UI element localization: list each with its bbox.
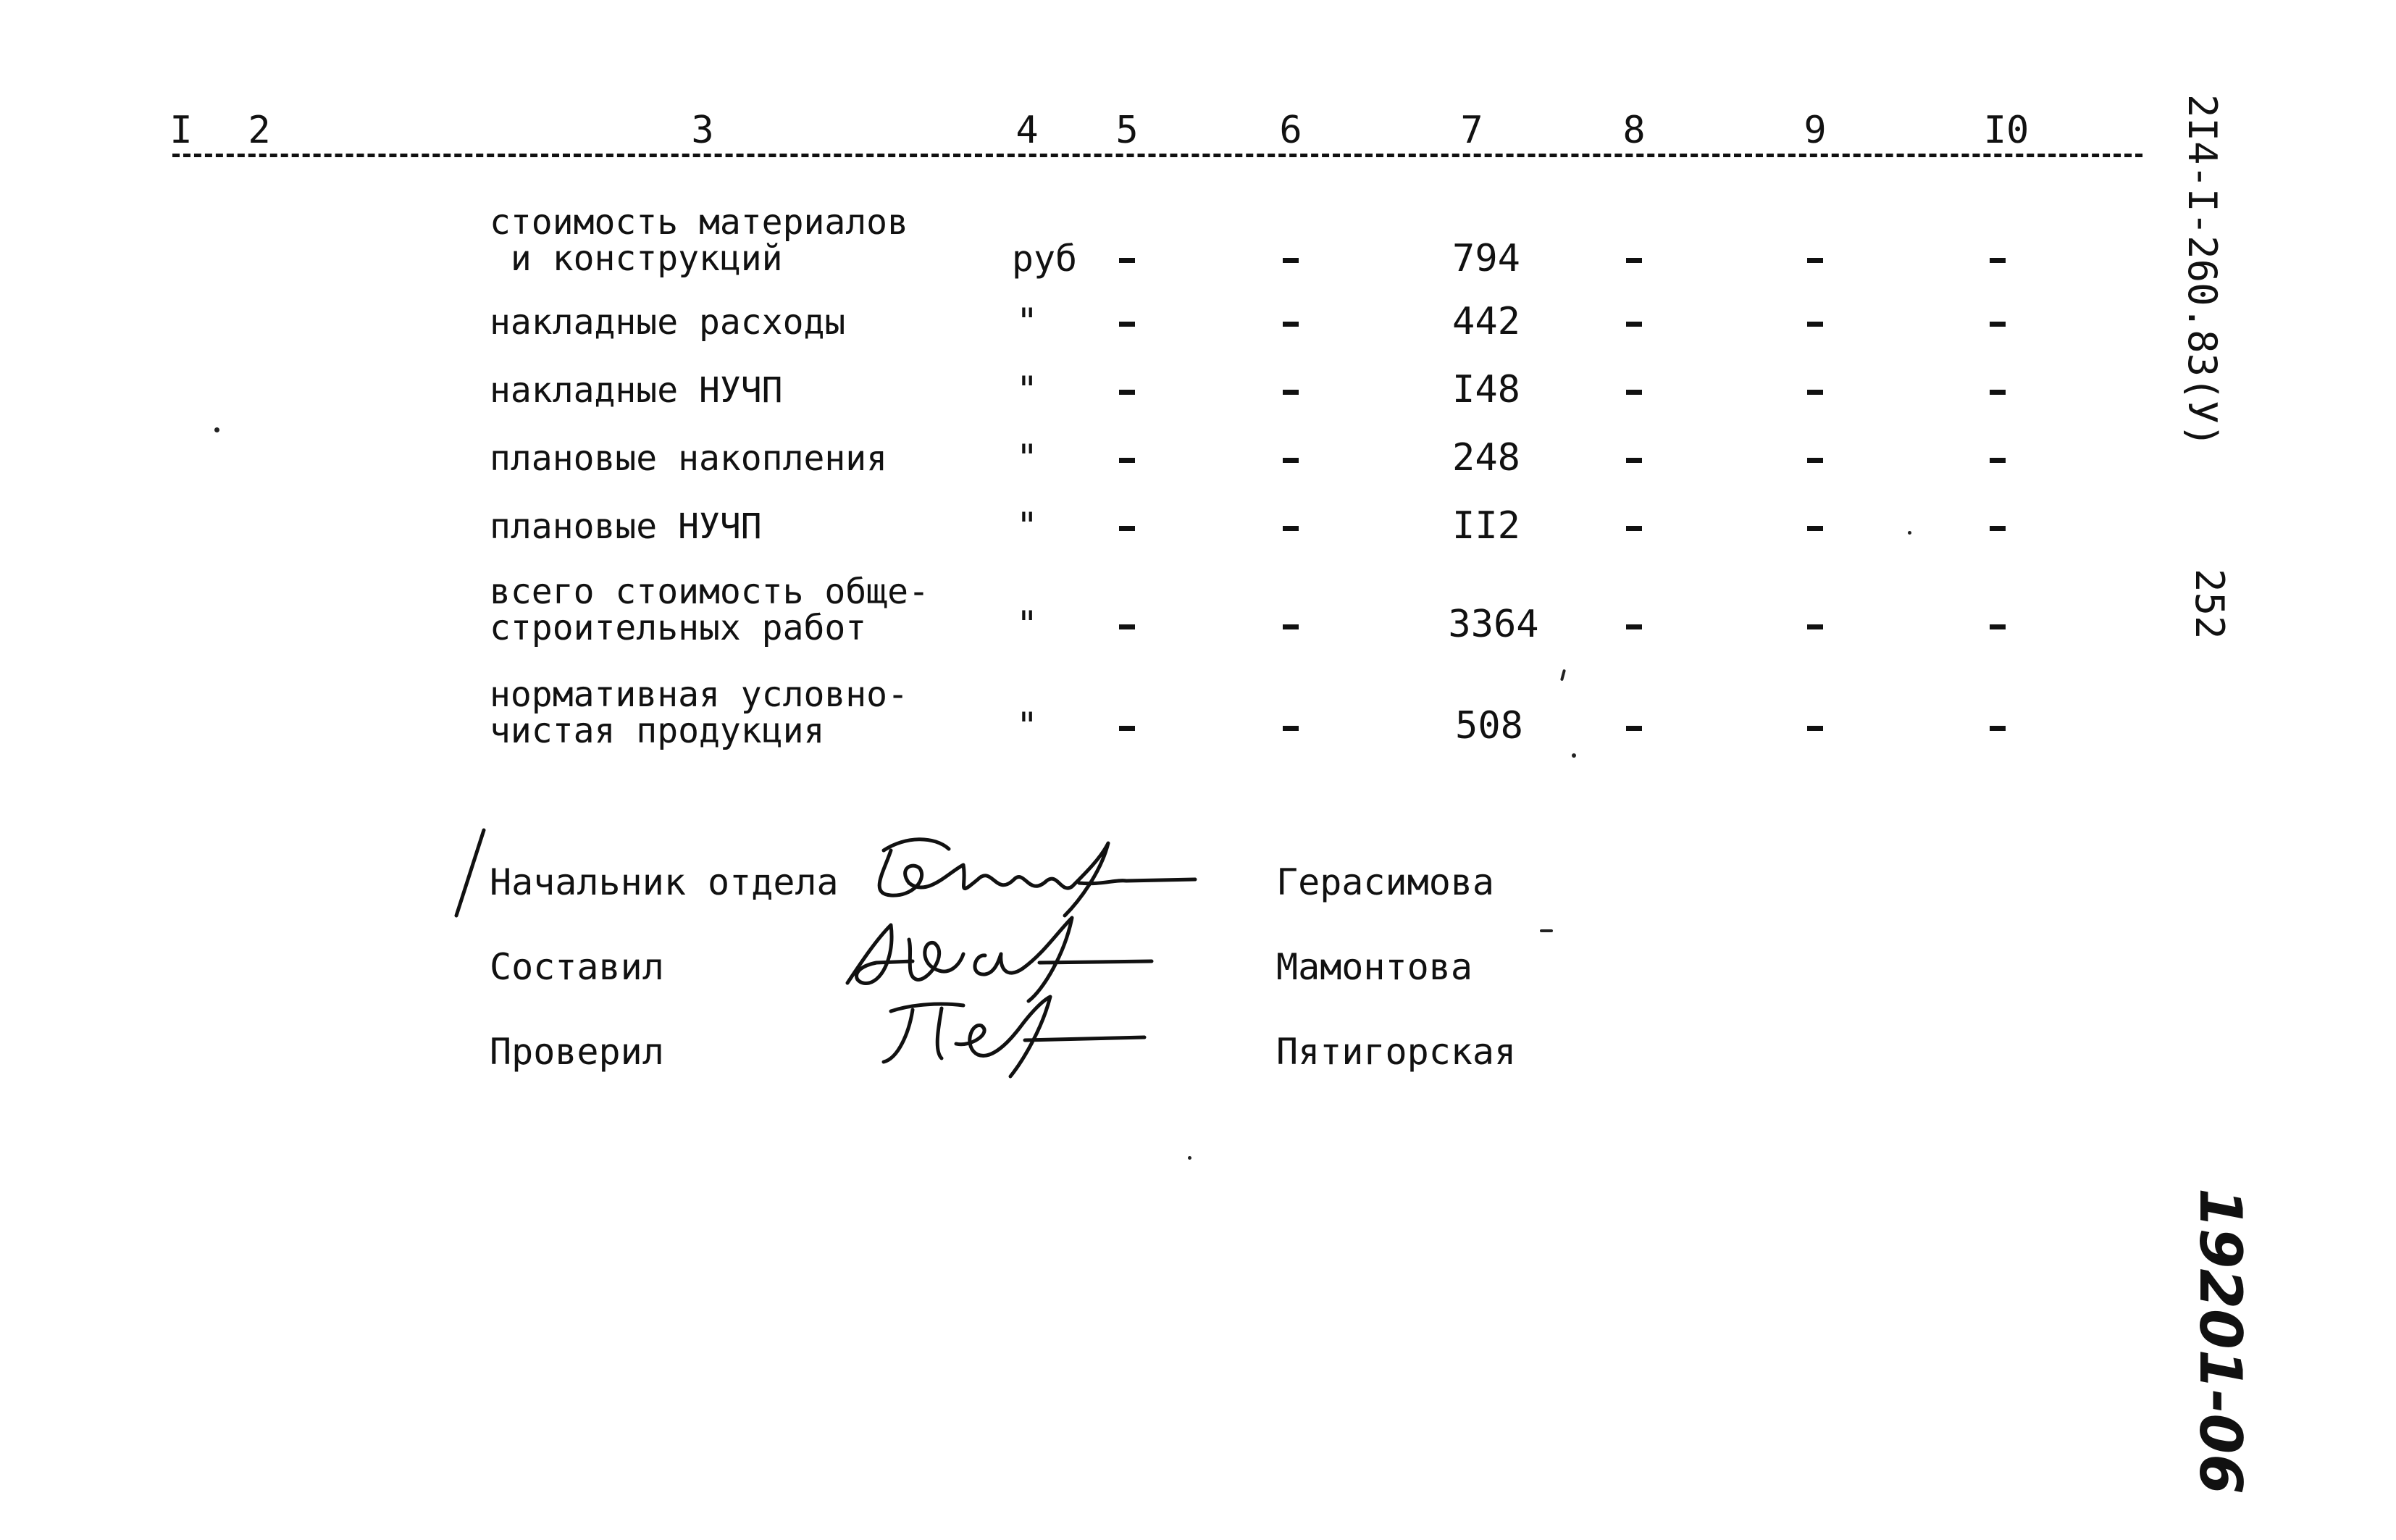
empty-cell [1283,390,1299,395]
row-label: накладные НУЧП [490,370,783,411]
signature-title: Проверил [490,1031,664,1073]
empty-cell [1807,258,1823,263]
empty-cell [1119,624,1135,629]
column-header-1: I [169,109,193,152]
row-label: накладные расходы [490,302,846,343]
column-header-3: 3 [691,109,714,152]
empty-cell [1119,390,1135,395]
empty-cell [1990,322,2006,327]
value-cell: 3364 [1448,603,1539,646]
empty-cell [1807,526,1823,531]
unit-cell: " [1015,505,1039,547]
empty-cell [1626,726,1642,731]
empty-cell [1626,390,1642,395]
empty-cell [1283,726,1299,731]
scan-speck [1560,669,1566,681]
empty-cell [1626,258,1642,263]
column-header-10: I0 [1983,109,2030,152]
header-divider [172,154,2142,157]
empty-cell [1807,390,1823,395]
column-header-9: 9 [1804,109,1827,152]
empty-cell [1626,526,1642,531]
empty-cell [1807,624,1823,629]
empty-cell [1990,390,2006,395]
empty-cell [1990,726,2006,731]
empty-cell [1283,258,1299,263]
value-cell: 248 [1452,436,1520,480]
empty-cell [1119,258,1135,263]
document-code: 2I4-I-260.83(У) [2179,94,2225,448]
empty-cell [1626,322,1642,327]
row-label: плановые НУЧП [490,506,762,547]
row-label: стоимость материалов и конструкций [490,202,908,279]
signature-mark [840,829,1217,923]
empty-cell [1283,624,1299,629]
signatory-name: Мамонтова [1276,946,1473,988]
value-cell: 442 [1452,300,1520,343]
signature-mark [869,989,1173,1084]
column-header-4: 4 [1015,109,1039,152]
empty-cell [1807,726,1823,731]
scan-speck [1188,1156,1191,1160]
unit-cell: " [1015,705,1039,747]
signatory-name: Пятигорская [1276,1031,1517,1073]
empty-cell [1283,526,1299,531]
value-cell: 508 [1455,704,1523,748]
column-header-2: 2 [248,109,271,152]
empty-cell [1990,526,2006,531]
row-label: всего стоимость обще- строительных работ [490,572,929,648]
unit-cell: " [1015,369,1039,411]
scan-speck [1908,531,1911,535]
signatory-name: Герасимова [1276,861,1495,903]
empty-cell [1990,258,2006,263]
unit-cell: " [1015,603,1039,645]
empty-cell [1807,322,1823,327]
row-label: плановые накопления [490,438,888,479]
archive-stamp-number: 19201-06 [2187,1188,2254,1494]
value-cell: 794 [1452,237,1520,280]
page-number: 252 [2187,569,2232,640]
empty-cell [1119,726,1135,731]
column-header-7: 7 [1460,109,1483,152]
signature-title: Начальник отдела [490,861,839,903]
column-header-6: 6 [1279,109,1302,152]
empty-cell [1807,458,1823,463]
empty-cell [1626,624,1642,629]
empty-cell [1283,458,1299,463]
empty-cell [1119,526,1135,531]
column-header-8: 8 [1622,109,1646,152]
empty-cell [1119,458,1135,463]
scan-speck [214,427,219,432]
value-cell: II2 [1452,504,1520,548]
value-cell: I48 [1452,368,1520,411]
row-label: нормативная условно- чистая продукция [490,674,908,751]
column-header-5: 5 [1115,109,1139,152]
empty-cell [1626,458,1642,463]
unit-cell: " [1015,437,1039,479]
empty-cell [1283,322,1299,327]
signature-title: Составил [490,946,664,988]
empty-cell [1990,458,2006,463]
margin-slash-mark [449,826,493,920]
empty-cell [1990,624,2006,629]
unit-cell: " [1015,301,1039,343]
scan-speck [1540,929,1553,932]
unit-cell: руб [1011,238,1078,280]
scan-speck [1572,753,1576,758]
empty-cell [1119,322,1135,327]
